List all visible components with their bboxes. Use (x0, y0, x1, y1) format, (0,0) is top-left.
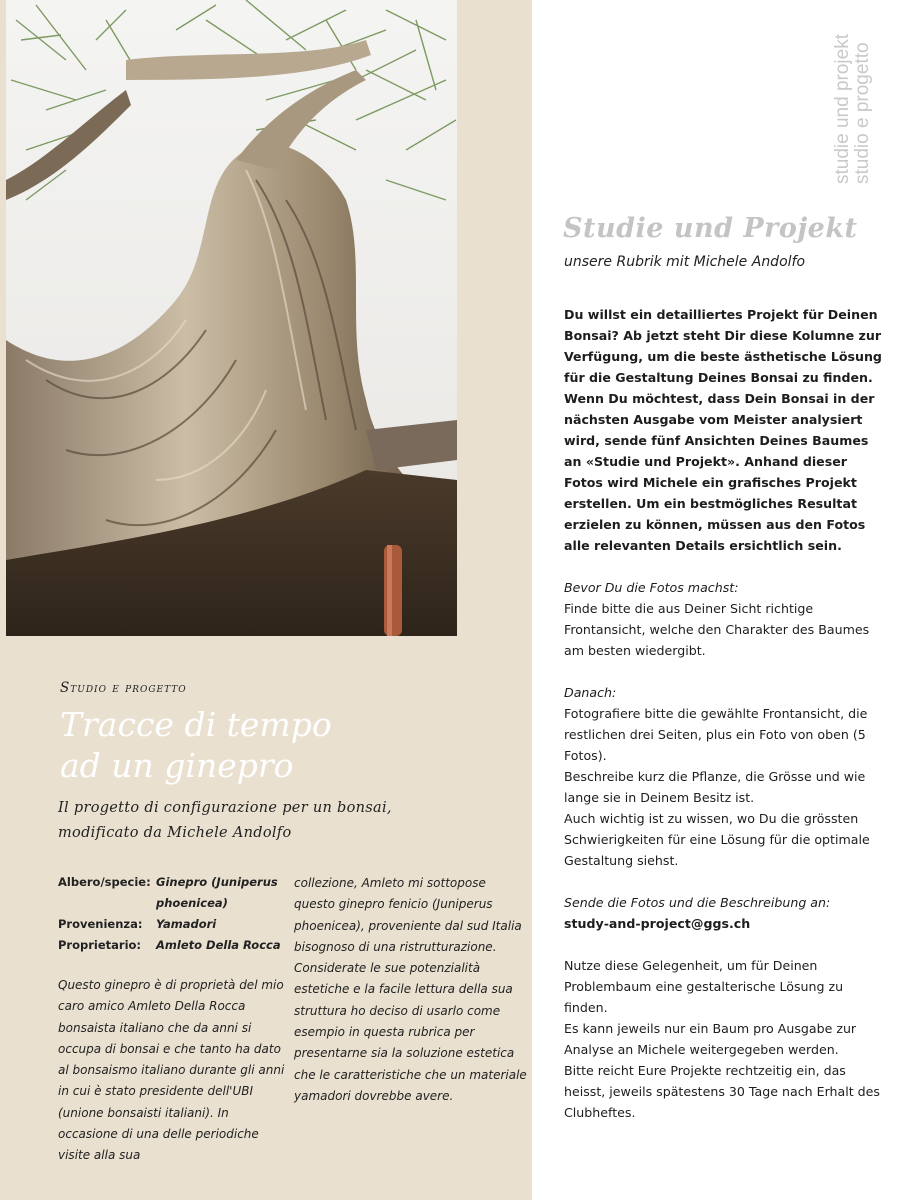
tree-info (58, 872, 298, 956)
info-key: Albero/specie: (58, 875, 151, 889)
before-heading: Bevor Du die Fotos machst: (564, 580, 739, 595)
article-title (60, 704, 332, 786)
bonsai-juniper-photo (6, 0, 457, 636)
article-kicker: Studio e progetto (60, 680, 187, 696)
article-column-right (294, 873, 530, 1107)
info-row-origin (58, 914, 298, 935)
section-side-tag (825, 4, 873, 184)
info-key: Proprietario: (58, 938, 142, 952)
info-value: Yamadori (156, 917, 217, 931)
closing-1: Nutze diese Gelegenheit, um für Deinen Problembaum eine gestalterische Lösung zu finden. (564, 958, 844, 1015)
title-line-2: ad un ginepro (60, 746, 294, 785)
column-body (564, 304, 884, 1123)
info-row-owner (58, 935, 298, 956)
title-line-1: Tracce di tempo (60, 705, 332, 744)
info-value: Ginepro (Juniperus phoenicea) (156, 875, 278, 910)
info-row-species (58, 872, 298, 914)
intro-paragraph: Du willst ein detailliertes Projekt für Deinen Bonsai? Ab jetzt steht Dir diese Kolumne zur Verfügung, um die beste ästhetische Lösung für die Gestaltung Deines Bonsai zu finden. Wenn Du möchtest, dass Dein Bonsai in der nächsten Ausgabe vom Meister analysiert wird, sende fünf Ansichten Deines Baumes an «Studie und Projekt». Anhand dieser Fotos wird Michele ein grafisches Projekt erstellen. Um ein bestmögliches Resultat erzielen zu können, müssen aus den Fotos alle relevanten Details ersichtlich sein. (564, 307, 882, 553)
closing-3: Bitte reicht Eure Projekte rechtzeitig ein, das heisst, jeweils spätestens 30 Tage nach Erhalt des Clubheftes. (564, 1063, 880, 1120)
side-tag-line-1: studie und projekt (832, 34, 853, 184)
send-heading: Sende die Fotos und die Beschreibung an: (564, 895, 831, 910)
article-subtitle: Il progetto di configurazione per un bonsai, modificato da Michele Andolfo (58, 800, 392, 841)
before-text: Finde bitte die aus Deiner Sicht richtige Frontansicht, welche den Charakter des Baumes am besten wiedergibt. (564, 601, 870, 658)
column-title: Studie und Projekt (563, 213, 858, 244)
after-text-1: Fotografiere bitte die gewählte Frontansicht, die restlichen drei Seiten, plus ein Foto von oben (5 Fotos). (564, 706, 868, 763)
info-key: Provenienza: (58, 917, 143, 931)
side-tag-line-2: studio e progetto (852, 42, 873, 184)
info-value: Amleto Della Rocca (156, 938, 281, 952)
after-text-2: Beschreibe kurz die Pflanze, die Grösse und wie lange sie in Deinem Besitz ist. (564, 769, 866, 805)
column-subtitle: unsere Rubrik mit Michele Andolfo (564, 254, 806, 270)
article-right-paragraph-1: collezione, Amleto mi sottopose questo ginepro fenicio (Juniperus phoenicea), proveniente dal sud Italia bisognoso di una ristrutturazione. (294, 876, 522, 954)
contact-email[interactable]: study-and-project@ggs.ch (564, 916, 751, 931)
after-text-3: Auch wichtig ist zu wissen, wo Du die grössten Schwierigkeiten für eine Lösung für die optimale Gestaltung siehst. (564, 811, 870, 868)
after-heading: Danach: (564, 685, 617, 700)
article-right-paragraph-2: Considerate le sue potenzialità estetiche e la facile lettura della sua struttura ho deciso di usarlo come esempio in questa rubrica per presentarne sia la soluzione estetica che le caratteristiche che un materiale yamadori dovrebbe avere. (294, 961, 527, 1103)
closing-2: Es kann jeweils nur ein Baum pro Ausgabe zur Analyse an Michele weitergegeben werden. (564, 1021, 857, 1057)
article-column-left: Questo ginepro è di proprietà del mio caro amico Amleto Della Rocca bonsaista italiano che da anni si occupa di bonsai e che tanto ha dato al bonsaismo italiano durante gli anni in cui è stato presidente dell'UBI (unione bonsaisti italiani). In occasione di una delle periodiche visite alla sua (58, 978, 285, 1163)
